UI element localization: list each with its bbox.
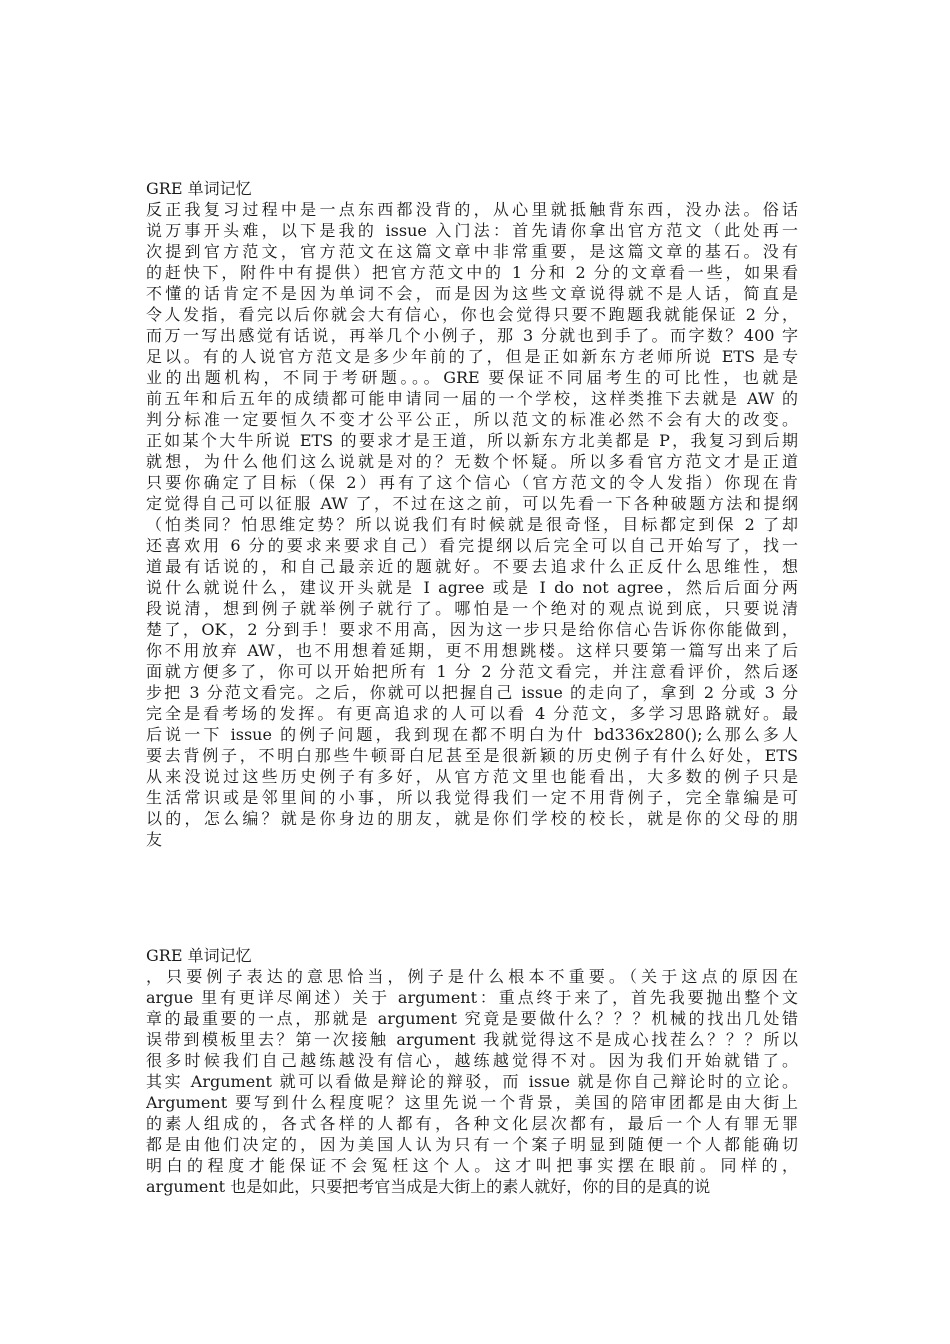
section-1 — [146, 178, 806, 850]
section-2-heading: GRE 单词记忆 — [146, 946, 252, 965]
text-line: 都是由他们决定的，因为美国人认为只有一个案子明显到随便一个人都能确切 — [146, 1135, 798, 1154]
text-line: Argument 要写到什么程度呢？这里先说一个背景，美国的陪审团都是由大街上 — [146, 1093, 798, 1112]
text-line: 反正我复习过程中是一点东西都没背的，从心里就抵触背东西，没办法。俗话 — [146, 200, 798, 219]
text-line: 误带到模板里去？第一次接触 argument 我就觉得这不是成心找茬么？？？所以 — [146, 1030, 798, 1049]
text-line: 要去背例子，不明白那些牛顿哥白尼甚至是很新颖的历史例子有什么好处，ETS — [146, 746, 798, 765]
text-line: 正如某个大牛所说 ETS 的要求才是王道，所以新东方北美都是 P，我复习到后期 — [146, 431, 798, 450]
text-line: 友 — [146, 830, 163, 849]
text-line: 说什么就说什么，建议开头就是 I agree 或是 I do not agree，然后后面分两 — [146, 578, 798, 597]
text-line: 令人发指，看完以后你就会大有信心，你也会觉得只要不跑题我就能保证 2 分， — [146, 305, 798, 324]
text-line: 完全是看考场的发挥。有更高追求的人可以看 4 分范文，多学习思路就好。最 — [146, 704, 798, 723]
text-line: 足以。有的人说官方范文是多少年前的了，但是正如新东方老师所说 ETS 是专 — [146, 347, 798, 366]
text-line: 不懂的话肯定不是因为单词不会，而是因为这些文章说得就不是人话，简直是 — [146, 284, 798, 303]
text-line: 明白的程度才能保证不会冤枉这个人。这才叫把事实摆在眼前。同样的， — [146, 1156, 798, 1175]
text-line: 只要你确定了目标（保 2）再有了这个信心（官方范文的令人发指）你现在肯 — [146, 473, 798, 492]
text-line: 前五年和后五年的成绩都可能申请同一届的一个学校，这样类推下去就是 AW 的 — [146, 389, 798, 408]
text-line: 步把 3 分范文看完。之后，你就可以把握自己 issue 的走向了，拿到 2 分或 3 分 — [146, 683, 798, 702]
text-line: 就想，为什么他们这么说就是对的？无数个怀疑。所以多看官方范文才是正道 — [146, 452, 798, 471]
text-line: 很多时候我们自己越练越没有信心，越练越觉得不对。因为我们开始就错了。 — [146, 1051, 798, 1070]
text-line: 章的最重要的一点，那就是 argument 究竟是要做什么？？？机械的找出几处错 — [146, 1009, 798, 1028]
text-line: 后说一下 issue 的例子问题，我到现在都不明白为什 bd336x280();么那么多人 — [146, 725, 798, 744]
text-line: 说万事开头难，以下是我的 issue 入门法：首先请你拿出官方范文（此处再一 — [146, 221, 798, 240]
text-line: 判分标准一定要恒久不变才公平公正，所以范文的标准必然不会有大的改变。 — [146, 410, 798, 429]
text-line: 以的，怎么编？就是你身边的朋友，就是你们学校的校长，就是你的父母的朋 — [146, 809, 798, 828]
text-line: 还喜欢用 6 分的要求来要求自己）看完提纲以后完全可以自己开始写了，找一 — [146, 536, 798, 555]
section-2 — [146, 945, 806, 1197]
text-line: argument 也是如此，只要把考官当成是大街上的素人就好，你的目的是真的说 — [146, 1177, 711, 1196]
text-line: ，只要例子表达的意思恰当，例子是什么根本不重要。（关于这点的原因在 — [146, 967, 798, 986]
text-line: （怕类同？怕思维定势？所以说我们有时候就是很奇怪，目标都定到保 2 了却 — [146, 515, 798, 534]
text-line: 段说清，想到例子就举例子就行了。哪怕是一个绝对的观点说到底，只要说清 — [146, 599, 798, 618]
text-line: 的素人组成的，各式各样的人都有，各种文化层次都有，最后一个人有罪无罪 — [146, 1114, 798, 1133]
text-line: 次提到官方范文，官方范文在这篇文章中非常重要，是这篇文章的基石。没有 — [146, 242, 798, 261]
text-line: 其实 Argument 就可以看做是辩论的辩驳，而 issue 就是你自己辩论时的立论。 — [146, 1072, 798, 1091]
text-line: 楚了，OK，2 分到手！要求不用高，因为这一步只是给你信心告诉你你能做到， — [146, 620, 798, 639]
text-line: 的赶快下，附件中有提供）把官方范文中的 1 分和 2 分的文章看一些，如果看 — [146, 263, 798, 282]
text-line: 生活常识或是邻里间的小事，所以我觉得我们一定不用背例子，完全靠编是可 — [146, 788, 798, 807]
text-line: 定觉得自己可以征服 AW 了，不过在这之前，可以先看一下各种破题方法和提纲 — [146, 494, 798, 513]
text-line: 从来没说过这些历史例子有多好，从官方范文里也能看出，大多数的例子只是 — [146, 767, 798, 786]
section-1-heading: GRE 单词记忆 — [146, 179, 252, 198]
text-line: 而万一写出感觉有话说，再举几个小例子，那 3 分就也到手了。而字数？400 字 — [146, 326, 798, 345]
text-line: 业的出题机构，不同于考研题。。。GRE 要保证不同届考生的可比性，也就是 — [146, 368, 798, 387]
text-line: argue 里有更详尽阐述）关于 argument：重点终于来了，首先我要抛出整个文 — [146, 988, 798, 1007]
text-line: 道最有话说的，和自己最亲近的题就好。不要去追求什么正反什么思维性，想 — [146, 557, 798, 576]
section-2-body — [146, 966, 806, 1197]
text-line: 面就方便多了，你可以开始把所有 1 分 2 分范文看完，并注意看评价，然后逐 — [146, 662, 798, 681]
text-line: 你不用放弃 AW，也不用想着延期，更不用想跳楼。这样只要第一篇写出来了后 — [146, 641, 798, 660]
section-1-body — [146, 199, 806, 850]
